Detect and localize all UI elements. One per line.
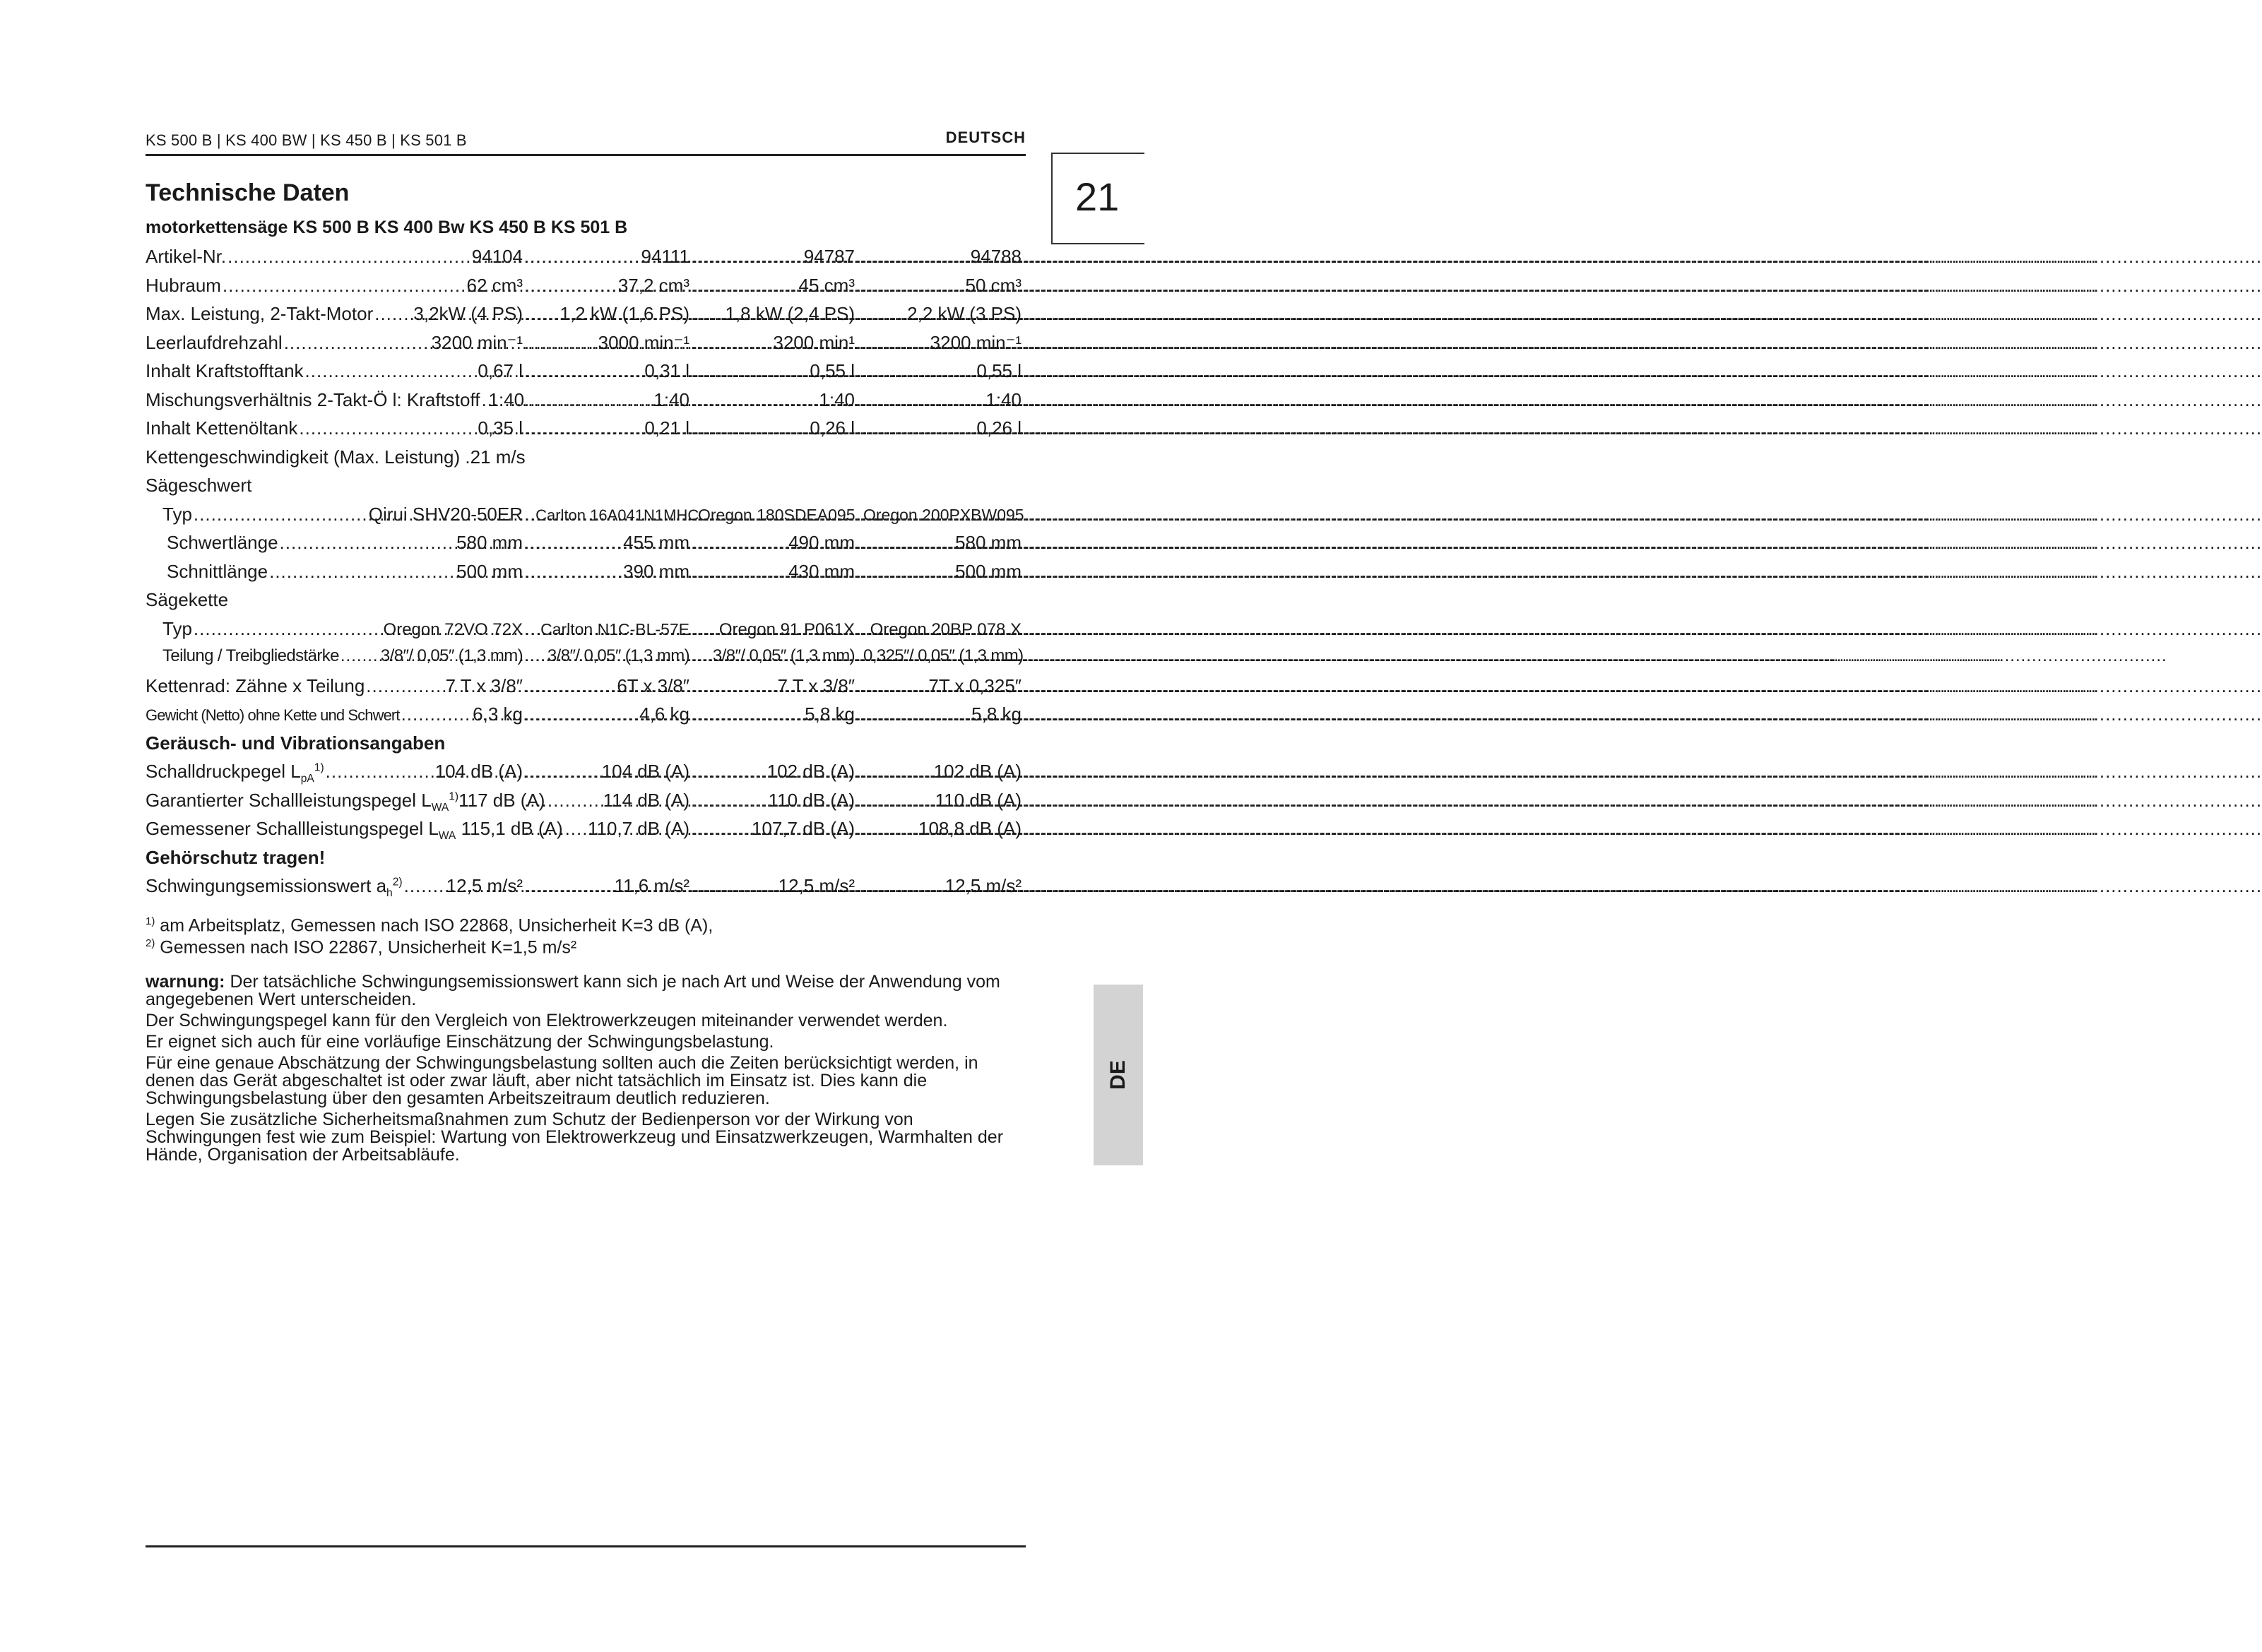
spec-label: Gemessener Schallleistungspegel $L_{WA}$	[146, 818, 456, 843]
spec-value: 110 dB (A)	[935, 789, 1022, 811]
spec-value: 0,55 l	[810, 360, 855, 381]
warning-text	[146, 973, 1022, 1167]
spec-value: 115,1 dB (A)	[461, 818, 563, 839]
spec-label: Inhalt Kettenöltank	[146, 417, 298, 439]
spec-value: 0,26 l	[810, 417, 855, 439]
spec-value: Oregon 200PXBW095	[863, 505, 1024, 524]
spec-value: 3000 min⁻¹	[598, 331, 689, 353]
language-side-tab	[1094, 985, 1143, 1165]
spec-value: 7T x 0,325″	[928, 675, 1022, 696]
spec-value: 110,7 dB (A)	[587, 818, 689, 839]
spec-row	[146, 561, 1022, 590]
hearing-protection-note: Gehörschutz tragen!	[146, 846, 326, 868]
spec-value: 6T x 3/8″	[617, 675, 689, 696]
spec-row	[146, 761, 1022, 790]
spec-value: Oregon 72VO 72X	[383, 619, 523, 639]
spec-value: 11,6 m/s²	[614, 875, 689, 896]
spec-value: 94788	[970, 246, 1022, 267]
spec-value: 3,2kW (4 PS)	[413, 303, 523, 324]
spec-value: 500 mm	[955, 560, 1022, 582]
header-divider	[146, 154, 1026, 156]
spec-value: 0,55 l	[976, 360, 1022, 381]
spec-value: Oregon 180SDEA095	[698, 505, 855, 524]
spec-label: Artikel-Nr.	[146, 246, 227, 267]
model-list: KS 500 B | KS 400 BW | KS 450 B | KS 501 B	[146, 131, 467, 149]
page-title: Technische Daten	[146, 179, 350, 206]
page-number: 21	[1075, 174, 1120, 219]
spec-value: 12,5 m/s²	[945, 875, 1022, 896]
spec-label: Max. Leistung, 2-Takt-Motor	[146, 303, 374, 324]
spec-label: Garantierter Schallleistungspegel $L_{WA}^{1)}$	[146, 789, 459, 814]
warning-paragraph: Er eignet sich auch für eine vorläufige Einschätzung der Schwingungsbelastung.	[146, 1032, 774, 1052]
spec-label: Schalldruckpegel $L_{pA}^{1)}$	[146, 761, 324, 785]
spec-value: 104 dB (A)	[601, 761, 689, 782]
spec-value: Carlton N1C-BL-57E	[540, 619, 689, 638]
spec-value: 102 dB (A)	[933, 761, 1022, 782]
spec-value: 390 mm	[623, 560, 689, 582]
spec-row	[146, 675, 1022, 704]
spec-row	[146, 504, 1022, 533]
spec-row	[146, 875, 1022, 904]
spec-row	[146, 703, 1022, 732]
spec-value: 3/8″/ 0,05″ (1,3 mm)	[380, 646, 523, 665]
spec-value: 0,26 l	[976, 417, 1022, 439]
spec-value: 580 mm	[955, 532, 1022, 553]
spec-label: Kettenrad: Zähne x Teilung	[146, 675, 365, 696]
spec-label: Leerlaufdrehzahl	[146, 331, 283, 353]
spec-value: 37,2 cm³	[617, 274, 689, 296]
spec-label: Hubraum	[146, 274, 221, 296]
spec-value: 3/8″/ 0,05″ (1,3 mm)	[712, 646, 855, 665]
spec-value: 94104	[471, 246, 523, 267]
spec-value: 580 mm	[456, 532, 523, 553]
spec-value: 110 dB (A)	[768, 789, 855, 811]
spec-value: 3200 min⁻¹	[930, 331, 1022, 353]
spec-value: 94787	[803, 246, 855, 267]
section-heading-saw-bar: Sägeschwert	[146, 475, 252, 496]
spec-row	[146, 360, 1022, 389]
spec-value: 6,3 kg	[473, 703, 523, 725]
spec-row	[146, 818, 1022, 847]
spec-value: 1:40	[488, 388, 525, 410]
spec-value: 50 cm³	[965, 274, 1022, 296]
spec-value: 0,67 l	[478, 360, 523, 381]
spec-value: 1:40	[819, 388, 855, 410]
spec-row	[146, 246, 1022, 275]
spec-value: 3200 min⁻¹	[431, 331, 523, 353]
spec-value: 3200 min¹	[773, 331, 855, 353]
spec-value: 114 dB (A)	[603, 789, 689, 811]
spec-value: 430 mm	[788, 560, 855, 582]
footnote: $^{2)}$ Gemessen nach ISO 22867, Unsicherheit K=1,5 m/s²	[146, 937, 577, 958]
spec-value: 500 mm	[456, 560, 523, 582]
spec-value: 7 T x 3/8″	[445, 675, 523, 696]
spec-label: Schwingungsemissionswert $a_h^{2)}$	[146, 875, 403, 900]
spec-value: 490 mm	[788, 532, 855, 553]
spec-value: 0,35 l	[478, 417, 523, 439]
spec-row	[146, 303, 1022, 332]
spec-row	[146, 618, 1022, 647]
spec-label: Mischungsverhältnis 2-Takt-Ö l: Kraftstoff	[146, 388, 480, 410]
footer-divider	[146, 1545, 1026, 1547]
spec-value: 1,2 kW (1,6 PS)	[559, 303, 689, 324]
spec-value: 12,5 m/s²	[778, 875, 855, 896]
spec-value: 1,8 kW (2,4 PS)	[725, 303, 855, 324]
spec-value: 0,325″/ 0,05″ (1,3 mm)	[863, 646, 1024, 665]
spec-value: 3/8″/ 0,05″ (1,3 mm)	[547, 646, 689, 665]
spec-value: 117 dB (A)	[458, 789, 545, 811]
spec-value: .Carlton 16A041N1MHC	[531, 506, 699, 524]
spec-label: Schwertlänge	[167, 532, 278, 553]
section-heading-noise: Geräusch- und Vibrationsangaben	[146, 732, 446, 754]
spec-table	[146, 246, 1022, 904]
spec-row	[146, 790, 1022, 819]
spec-value: 45 cm³	[798, 274, 855, 296]
spec-value: 1:40	[653, 388, 689, 410]
spec-row	[146, 275, 1022, 304]
footnote: $^{1)}$ am Arbeitsplatz, Gemessen nach ISO 22868, Unsicherheit K=3 dB (A),	[146, 915, 713, 936]
spec-row	[146, 417, 1022, 446]
warning-label: warnung:	[146, 972, 225, 992]
section-heading-saw-chain: Sägekette	[146, 589, 229, 610]
spec-value: 108,8 dB (A)	[918, 818, 1022, 839]
footnotes	[146, 913, 713, 957]
spec-value: 12,5 m/s²	[446, 875, 523, 896]
spec-value: 5,8 kg	[971, 703, 1022, 725]
spec-label: Schnittlänge	[167, 560, 268, 582]
spec-value: Oregon 91 P061X	[718, 619, 855, 639]
spec-value: 2,2 kW (3 PS)	[907, 303, 1022, 324]
spec-value: 5,8 kg	[805, 703, 855, 725]
warning-paragraph: Legen Sie zusätzliche Sicherheitsmaßnahmen zum Schutz der Bedienperson vor der Wirkung von Schwingungen fest wie zum Beispiel: Wartung von Elektrowerkzeug und Einsatzwerkzeugen, Warmhalten der Hände, Organisation der Arbeitsabläufe.	[146, 1110, 1004, 1165]
warning-paragraph: Für eine genaue Abschätzung der Schwingungsbelastung sollten auch die Zeiten berücksichtigt werden, in denen das Gerät abgeschaltet ist oder zwar läuft, aber nicht tatsächlich im Einsatz ist. Dies kann die Schwingungsbelastung über den gesamten Arbeitszeitraum deutlich reduzieren.	[146, 1053, 978, 1108]
spec-value: 455 mm	[623, 532, 689, 553]
chain-speed: Kettengeschwindigkeit (Max. Leistung) .21 m/s	[146, 446, 526, 468]
spec-label: Typ	[162, 503, 192, 525]
language-label: DEUTSCH	[945, 129, 1026, 146]
spec-label: Inhalt Kraftstofftank	[146, 360, 304, 381]
spec-label: Typ	[162, 617, 192, 639]
product-subtitle: motorkettensäge KS 500 B KS 400 Bw KS 450 B KS 501 B	[146, 218, 628, 237]
spec-value: Oregon 20BP 078 X	[870, 619, 1022, 639]
spec-label: Teilung / Treibgliedstärke	[162, 646, 339, 665]
spec-value: 0,31 l	[644, 360, 689, 381]
page-header	[146, 131, 1026, 155]
spec-value: 102 dB (A)	[766, 761, 855, 782]
spec-row	[146, 532, 1022, 561]
spec-value: 62 cm³	[466, 274, 523, 296]
spec-value: 94111	[641, 246, 689, 267]
spec-row	[146, 332, 1022, 361]
spec-row	[146, 646, 1022, 675]
spec-value: Qirui SHV20-50ER	[368, 503, 523, 525]
spec-value: 0,21 l	[644, 417, 689, 439]
spec-value: 104 dB (A)	[434, 761, 523, 782]
spec-value: 7 T x 3/8″	[777, 675, 855, 696]
spec-value: 4,6 kg	[639, 703, 689, 725]
spec-value: 1:40	[985, 388, 1022, 410]
warning-paragraph: Der Schwingungspegel kann für den Vergleich von Elektrowerkzeugen miteinander verwendet werden.	[146, 1011, 948, 1030]
spec-label: Gewicht (Netto) ohne Kette und Schwert	[146, 706, 400, 724]
warning-paragraph: warnung: Der tatsächliche Schwingungsemissionswert kann sich je nach Art und Weise der Anwendung vom angegebenen Wert unterscheiden.	[146, 972, 1000, 1009]
spec-row	[146, 389, 1022, 418]
language-side-tab-label: DE	[1106, 1060, 1130, 1090]
spec-value: 107,7 dB (A)	[752, 818, 855, 839]
